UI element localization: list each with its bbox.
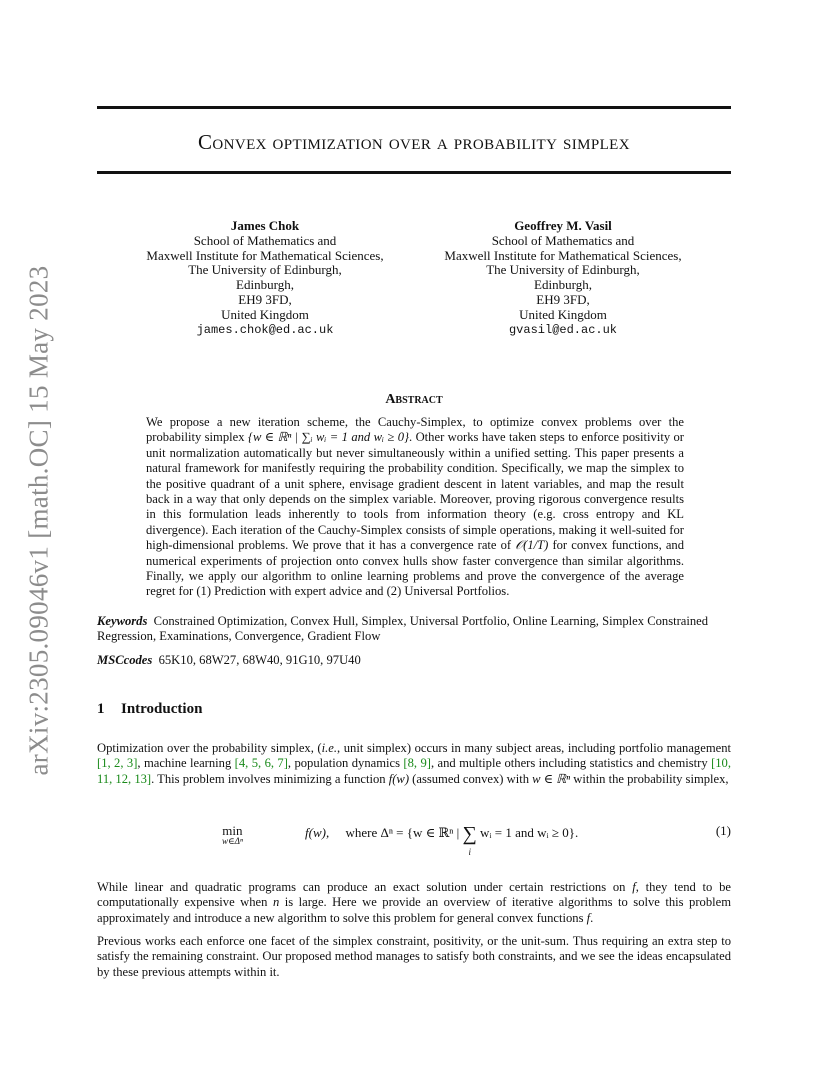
arxiv-identifier [14,260,64,780]
inline-math: f [632,880,636,894]
citation-link[interactable]: [10, 11, 12, 13] [97,756,731,786]
equation-number: (1) [715,823,731,838]
author-block-2 [413,219,713,337]
affiliation-line: The University of Edinburgh, [188,262,342,278]
text-segment: . This problem involves minimizing a function [151,771,389,786]
sum-glyph: ∑ [462,823,477,845]
affiliation-line: Maxwell Institute for Mathematical Sciences, [146,247,384,263]
arxiv-identifier-text: arXiv:2305.09046v1 [math.OC] 15 May 2023 [23,265,54,775]
inline-math: f(w) [388,771,410,786]
intro-paragraph [97,741,731,787]
simplex-set-math: {w ∈ ℝⁿ | ∑ᵢ wᵢ = 1 and wᵢ ≥ 0} [247,430,410,445]
msc-text: 65K10, 68W27, 68W40, 91G10, 97U40 [158,653,361,667]
paper-title: Convex optimization over a probability simplex [198,130,630,154]
text-segment: within the probability simplex, [570,771,729,786]
abstract-text [146,415,684,600]
title-top-rule [97,106,731,109]
sum-index: i [468,847,472,857]
section-number: 1 [97,701,105,717]
summation-symbol [462,823,477,857]
text-segment: , population dynamics [287,756,404,771]
paragraph-2 [97,880,731,926]
text-segment: , they tend to be computationally expensive when [97,880,731,910]
equation-min-operator [222,823,243,847]
section-heading [97,701,202,718]
affiliation-line: Edinburgh, [534,277,592,293]
section-title: Introduction [121,701,203,717]
author-name: James Chok [230,218,300,233]
abstract-segment: . Other works have taken steps to enforce positivity or unit normalization automatically but never simultaneously within a unified setting. This paper presents a natural framework for manifestly requiring the probability condition. Specifically, we map the simplex to the positive quadrant of a unit sphere, envisage gradient descent in latent variables, and map the result back in a way that only depends on the simplex variable. Moreover, proving rigorous convergence results in this formulation leads inherently to tools from information theory (e.g. cross entropy and KL divergence). Each iteration of the Cauchy-Simplex consists of simple operations, making it well-suited for high-dimensional problems. We prove that it has a convergence rate of [146,430,684,553]
paragraph-3: Previous works each enforce one facet of the simplex constraint, positivity, or the unit-sum. Thus requiring an extra step to satisfy the remaining constraint. Our proposed method manages to satisfy both constraints, and we see the ideas encapsulated by these previous attempts within it. [97,934,731,979]
citation-link[interactable]: [1, 2, 3] [97,756,138,771]
abstract-heading: Abstract [385,392,443,407]
citation-link[interactable]: [4, 5, 6, 7] [234,756,288,771]
affiliation-line: School of Mathematics and [491,232,635,248]
min-text: min [222,823,243,838]
citation-link[interactable]: [8, 9] [403,756,431,771]
inline-math: n [272,895,280,910]
text-segment: , and multiple others including statistics and chemistry [430,756,712,771]
affiliation-line: EH9 3FD, [238,291,292,307]
abstract-segment: We propose a new iteration scheme, the Cauchy-Simplex, to optimize convex problems over the probability simplex [146,415,684,445]
affiliation-line: The University of Edinburgh, [486,262,640,278]
affiliation-line: United Kingdom [221,306,309,322]
simplex-definition: where Δⁿ = {w ∈ ℝⁿ | [345,825,460,840]
affiliation-line: School of Mathematics and [193,232,337,248]
convergence-rate-math: 𝒪(1/T) [515,538,549,553]
equation-1 [97,818,731,862]
author-email[interactable]: gvasil@ed.ac.uk [508,322,618,337]
simplex-constraint: wᵢ = 1 and wᵢ ≥ 0}. [480,825,579,840]
keywords-text: Constrained Optimization, Convex Hull, Simplex, Universal Portfolio, Online Learning, Simplex Constrained Regression, Examinations, Convergence, Gradient Flow [97,614,709,644]
inline-math: f [586,910,591,925]
text-segment: Optimization over the probability simplex, ( [97,741,322,755]
min-subscript: w∈Δⁿ [222,836,243,846]
keywords [97,614,731,645]
text-segment: . [590,910,594,925]
equation-body [305,823,579,857]
affiliation-line: EH9 3FD, [536,291,590,307]
abstract-segment: for convex functions, and numerical experiments of projection onto convex hulls show faster convergence than similar algorithms. Finally, we apply our algorithm to online learning problems and prove the convergence of the average regret for (1) Prediction with expert advice and (2) Universal Portfolios. [146,538,684,599]
msc-label: MSCcodes [97,653,153,667]
author-email[interactable]: james.chok@ed.ac.uk [196,322,334,337]
text-segment: i.e. [321,741,338,755]
text-segment: , unit simplex) occurs in many subject areas, including portfolio management [337,741,732,755]
inline-math: w ∈ ℝⁿ [532,771,571,786]
affiliation-line: United Kingdom [519,306,607,322]
text-segment: is large. Here we provide an overview of iterative algorithms to solve this problem approximately and introduce a new algorithm to solve this problem for general convex functions [97,895,732,925]
text-segment: While linear and quadratic programs can produce an exact solution under certain restrictions on [97,880,633,894]
title-bottom-rule [97,171,731,174]
affiliation-line: Edinburgh, [236,277,294,293]
author-name: Geoffrey M. Vasil [514,218,612,233]
text-segment: , machine learning [137,756,235,771]
msc-codes [97,653,731,668]
author-block-1 [115,219,415,337]
keywords-label: Keywords [97,614,148,628]
text-segment: (assumed convex) with [409,771,533,786]
objective-function: f(w), [305,825,330,840]
affiliation-line: Maxwell Institute for Mathematical Sciences, [444,247,682,263]
